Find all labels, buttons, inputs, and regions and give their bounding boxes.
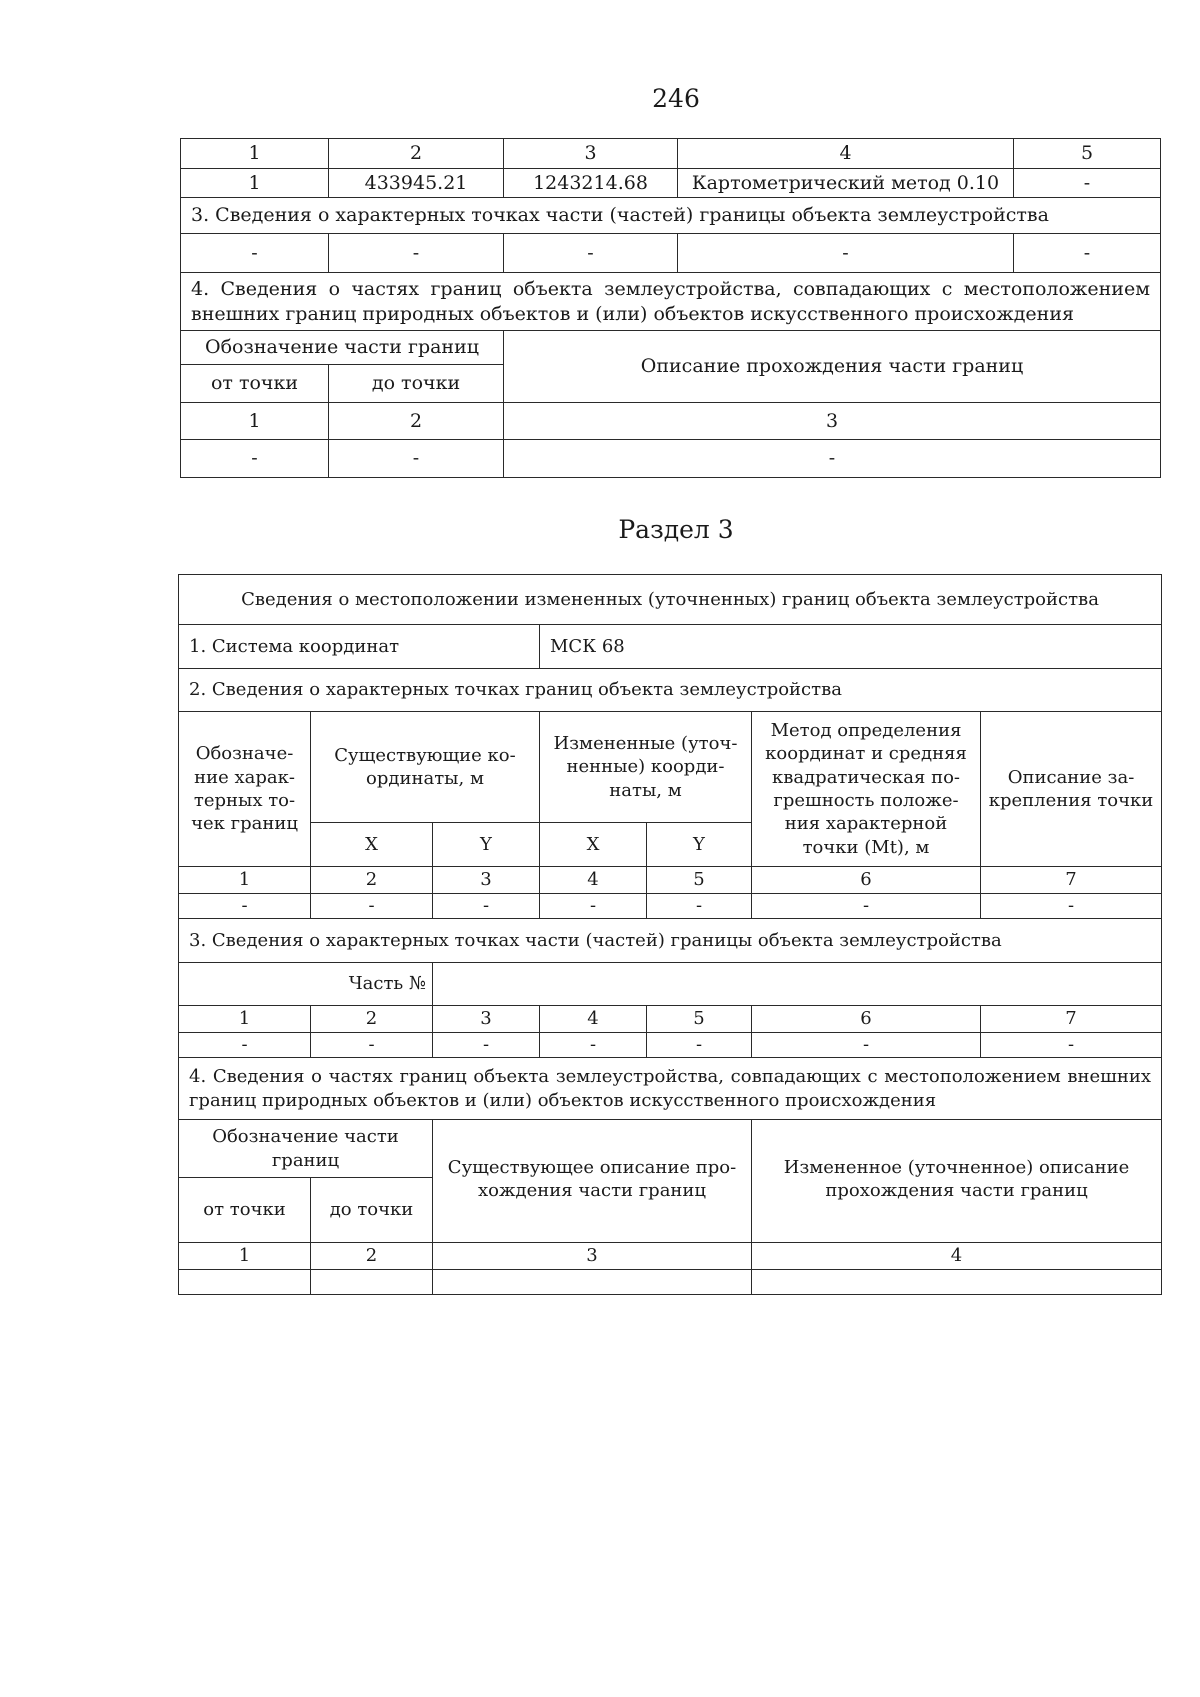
fixing-header: Описание за-крепления точки — [981, 712, 1162, 867]
table-row — [179, 1033, 1162, 1058]
column-number-row — [181, 139, 1161, 169]
table-row — [181, 440, 1161, 478]
y-header: Y — [647, 823, 752, 867]
table-row — [179, 1270, 1162, 1295]
cell — [433, 1270, 752, 1295]
cell: 1 — [181, 169, 329, 198]
from-point-header: от точки — [181, 365, 329, 403]
existing-description-header: Существующее описание про-хождения части границ — [433, 1120, 752, 1243]
cell: - — [752, 1033, 981, 1058]
cell: - — [752, 894, 981, 919]
cell: - — [981, 894, 1162, 919]
designation-header: Обозначе-ние харак-терных то-чек границ — [179, 712, 311, 867]
part-points-heading: 3. Сведения о характерных точках части (частей) границы объекта землеустройства — [181, 198, 1161, 234]
cell: - — [981, 1033, 1162, 1058]
cell: - — [311, 894, 433, 919]
cell: 6 — [752, 1006, 981, 1033]
designation-header: Обозначение части границ — [179, 1120, 433, 1178]
boundary-parts-heading: 4. Сведения о частях границ объекта землеустройства, совпадающих с местоположением внешних границ природных объектов и (или) объектов искусственного происхождения — [181, 273, 1161, 331]
cell: - — [540, 1033, 647, 1058]
part-number-value — [433, 963, 1162, 1006]
cell: 2 — [329, 403, 504, 440]
column-number-row — [181, 403, 1161, 440]
from-point-header: от точки — [179, 1178, 311, 1243]
cell: 4 — [540, 867, 647, 894]
cell: 4 — [678, 139, 1014, 169]
coord-system-value: МСК 68 — [540, 625, 1162, 669]
cell: 2 — [311, 867, 433, 894]
cell: 1 — [179, 1006, 311, 1033]
cell: 1 — [179, 867, 311, 894]
cell: 3 — [433, 1006, 540, 1033]
cell: 5 — [647, 867, 752, 894]
cell: - — [311, 1033, 433, 1058]
changed-description-header: Измененное (уточненное) описание прохождения части границ — [752, 1120, 1162, 1243]
y-header: Y — [433, 823, 540, 867]
points-heading: 2. Сведения о характерных точках границ объекта землеустройства — [179, 669, 1162, 712]
cell: 3 — [433, 1243, 752, 1270]
cell: 2 — [311, 1243, 433, 1270]
cell: Картометрический метод 0.10 — [678, 169, 1014, 198]
column-number-row — [179, 867, 1162, 894]
cell: 4 — [540, 1006, 647, 1033]
changed-coords-header: Измененные (уточ-ненные) коорди-наты, м — [540, 712, 752, 823]
cell: 3 — [504, 403, 1161, 440]
cell: - — [1014, 234, 1161, 273]
cell: - — [329, 440, 504, 478]
column-number-row — [179, 1006, 1162, 1033]
cell: 1 — [181, 139, 329, 169]
cell: 2 — [329, 139, 504, 169]
column-number-row — [179, 1243, 1162, 1270]
existing-coords-header: Существующие ко-ординаты, м — [311, 712, 540, 823]
cell — [752, 1270, 1162, 1295]
cell — [179, 1270, 311, 1295]
cell: - — [179, 894, 311, 919]
cell: - — [504, 234, 678, 273]
cell: - — [504, 440, 1161, 478]
cell: - — [647, 1033, 752, 1058]
cell: 1 — [181, 403, 329, 440]
page-number: 246 — [652, 84, 700, 113]
cell: - — [1014, 169, 1161, 198]
cell: - — [647, 894, 752, 919]
table-row — [181, 169, 1161, 198]
top-table — [180, 138, 1161, 478]
part-number-label: Часть № — [179, 963, 433, 1006]
cell: - — [329, 234, 504, 273]
cell: 5 — [1014, 139, 1161, 169]
cell: 3 — [433, 867, 540, 894]
cell: - — [540, 894, 647, 919]
section3-title: Сведения о местоположении измененных (уточненных) границ объекта землеустройства — [179, 575, 1162, 625]
cell: 5 — [647, 1006, 752, 1033]
section-title: Раздел 3 — [618, 515, 734, 544]
cell: 1 — [179, 1243, 311, 1270]
to-point-header: до точки — [329, 365, 504, 403]
coord-system-label: 1. Система координат — [179, 625, 540, 669]
cell: 4 — [752, 1243, 1162, 1270]
cell: - — [433, 1033, 540, 1058]
method-header: Метод определения координат и средняя квадратическая по-грешность положе-ния характерной точки (Mt), м — [752, 712, 981, 867]
part-points-heading: 3. Сведения о характерных точках части (частей) границы объекта землеустройства — [179, 919, 1162, 963]
cell: - — [179, 1033, 311, 1058]
cell: 6 — [752, 867, 981, 894]
table-row — [179, 894, 1162, 919]
cell: - — [433, 894, 540, 919]
cell: - — [181, 440, 329, 478]
boundary-parts-heading: 4. Сведения о частях границ объекта землеустройства, совпадающих с местоположением внешних границ природных объектов и (или) объектов искусственного происхождения — [179, 1058, 1162, 1120]
cell: 7 — [981, 867, 1162, 894]
x-header: X — [540, 823, 647, 867]
cell: 433945.21 — [329, 169, 504, 198]
description-header: Описание прохождения части границ — [504, 331, 1161, 403]
cell: 7 — [981, 1006, 1162, 1033]
designation-header: Обозначение части границ — [181, 331, 504, 365]
section3-table — [178, 574, 1162, 1295]
cell: - — [678, 234, 1014, 273]
cell: 1243214.68 — [504, 169, 678, 198]
table-row — [181, 234, 1161, 273]
cell: 2 — [311, 1006, 433, 1033]
cell: 3 — [504, 139, 678, 169]
cell — [311, 1270, 433, 1295]
x-header: X — [311, 823, 433, 867]
to-point-header: до точки — [311, 1178, 433, 1243]
cell: - — [181, 234, 329, 273]
